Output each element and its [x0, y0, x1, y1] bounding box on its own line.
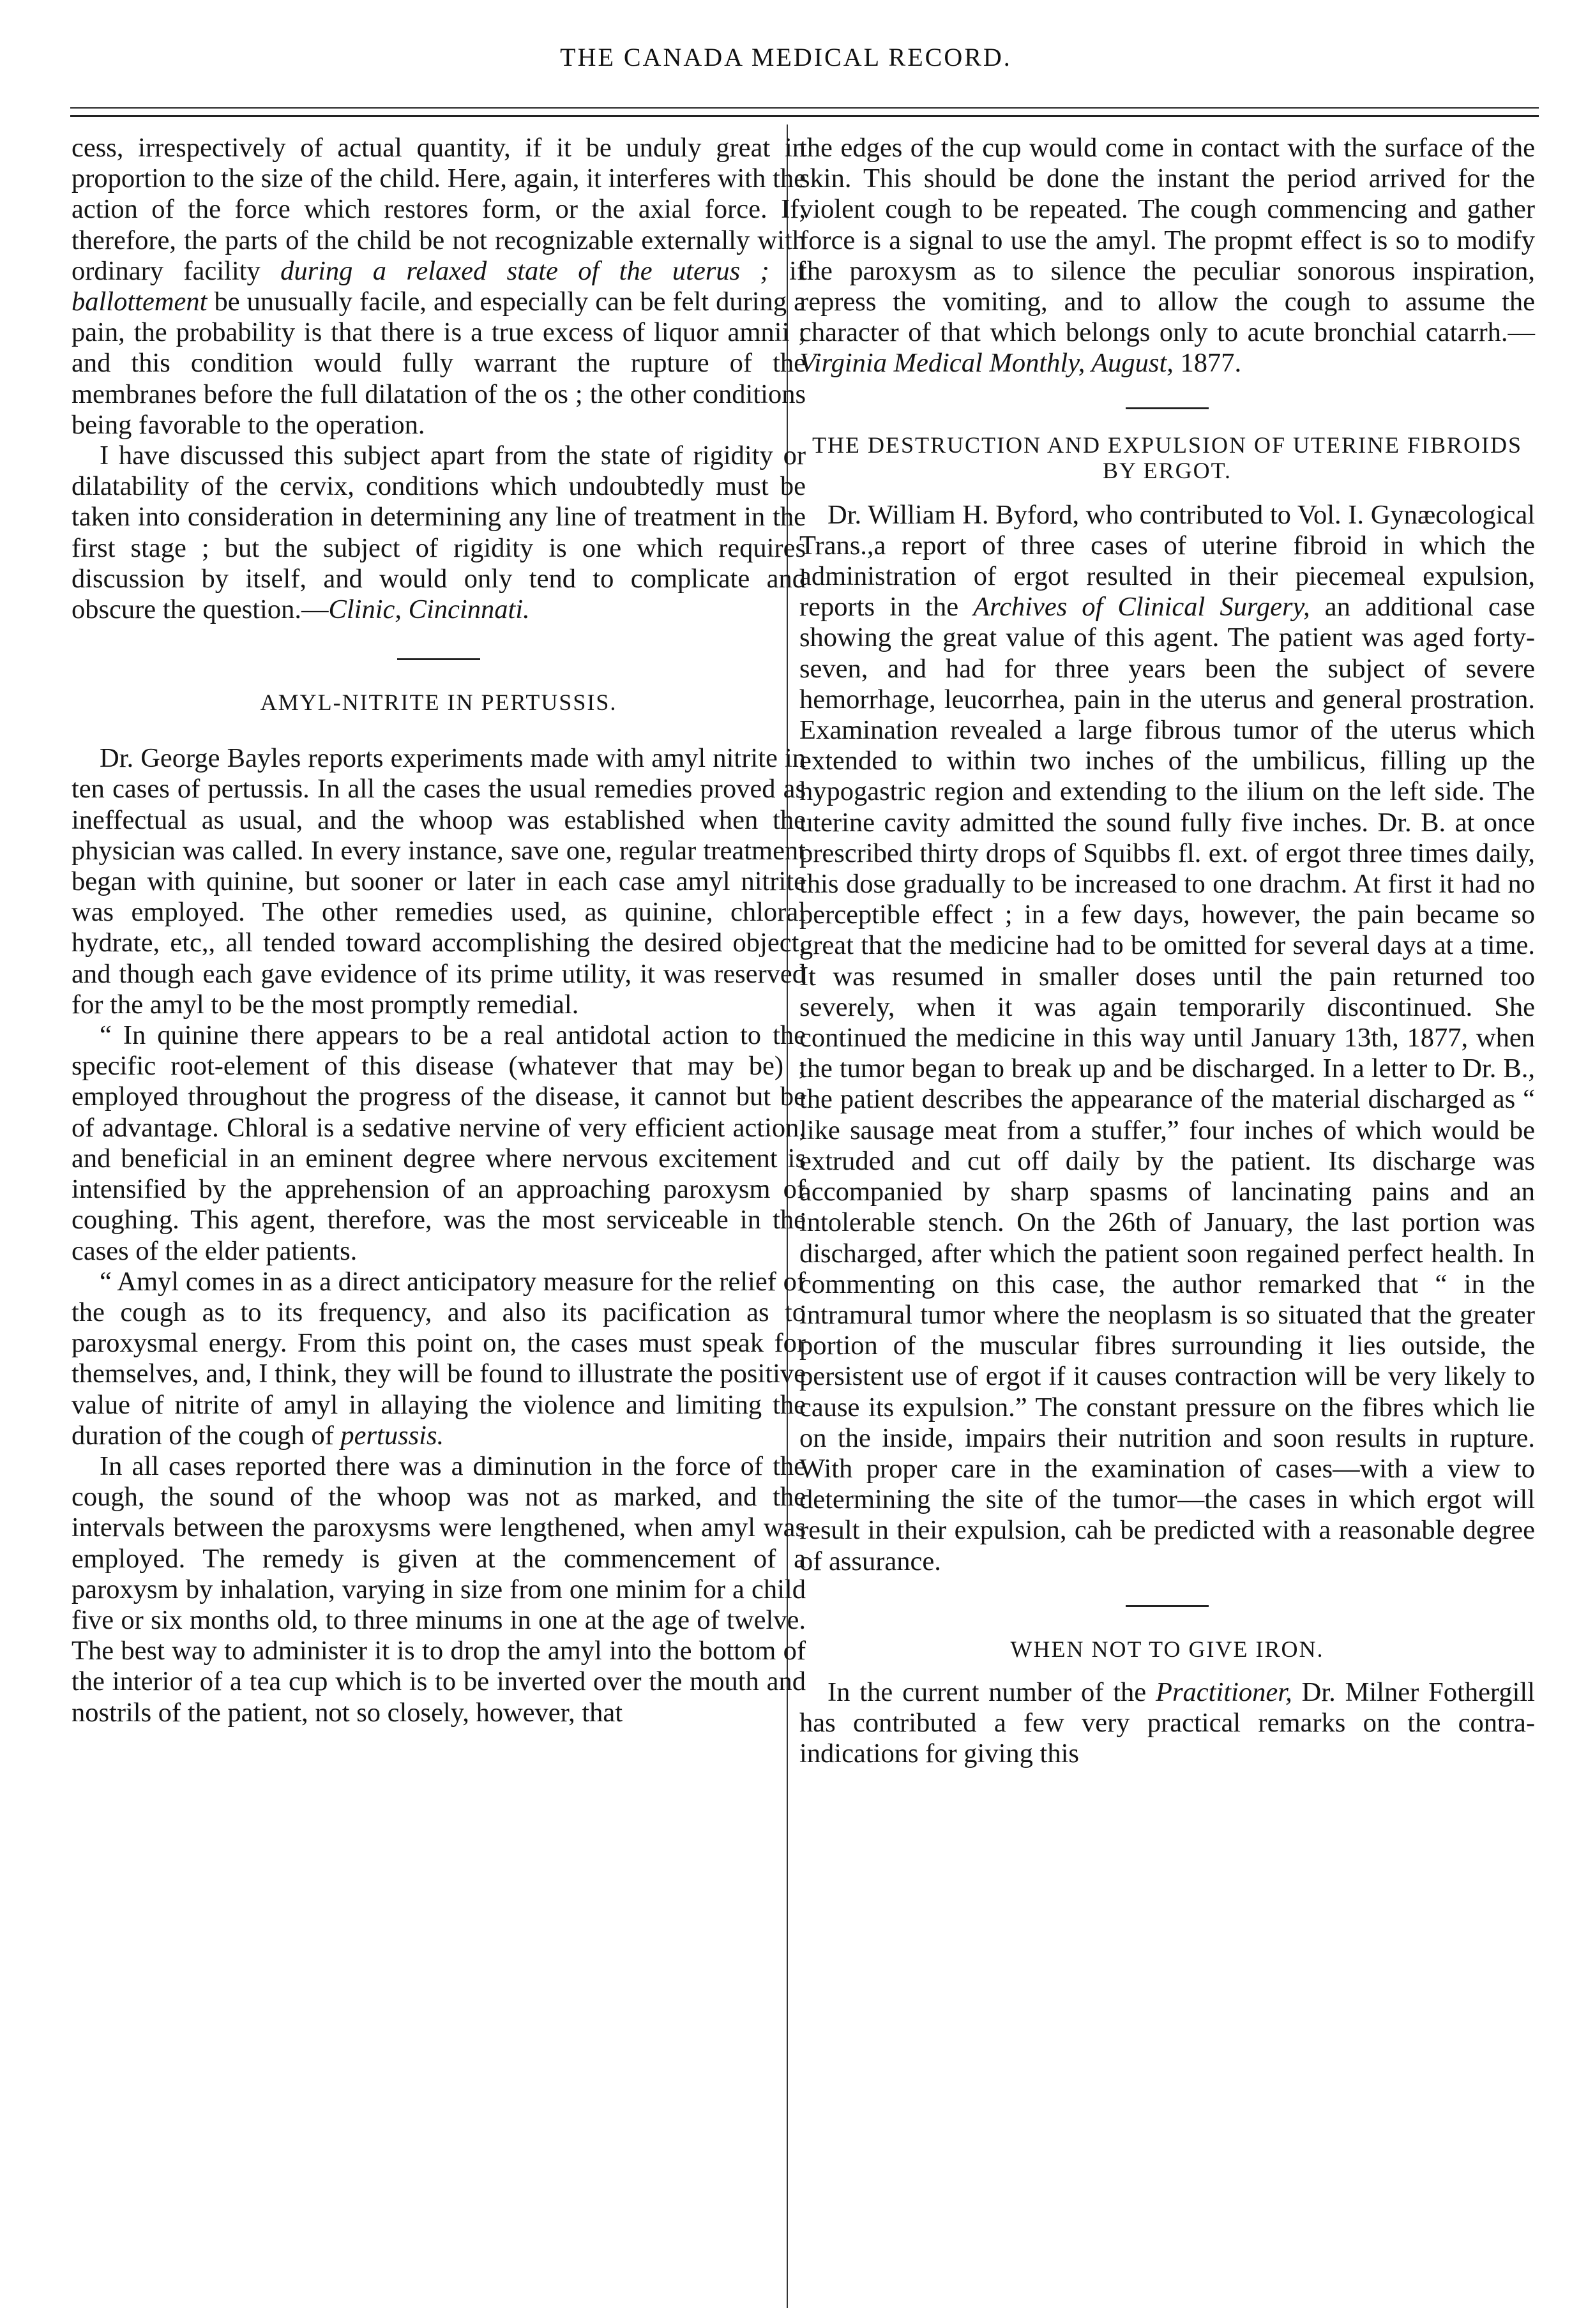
paragraph: “ In quinine there appears to be a real antidotal action to the specific root-element of this disease (whatever that may be) ; employed throughout the progress of the disease, it cannot but be of advantage. Chloral is a sedative nervine of very efficient action, and beneficial in an eminent degree where nervous excitement is intensified by the apprehension of an approaching paroxysm of coughing. This agent, therefore, was the most serviceable in the cases of the elder patients.	[72, 1020, 806, 1266]
running-header: THE CANADA MEDICAL RECORD.	[560, 43, 1012, 72]
header-rule-thin	[70, 107, 1539, 109]
paragraph: Dr. William H. Byford, who contributed to Vol. I. Gynæcological Trans.,a report of three cases of uterine fibroid in which the administration of ergot resulted in their piecemeal expulsion, reports in the Archives of Clinical Surgery, an additional case showing the great value of this agent. The patient was aged forty-seven, and had for three years been the subject of severe hemorrhage, leucorrhea, pain in the uterus and general prostration. Examination revealed a large fibrous tumor of the uterus which extended to within two inches of the umbilicus, filling up the hypogastric region and extending to the ilium on the left side. The uterine cavity admitted the sound fully five inches. Dr. B. at once prescribed thirty drops of Squibbs fl. ext. of ergot three times daily, this dose gradually to be increased to one drachm. At first it had no perceptible effect ; in a few days, however, the pain became so great that the medicine had to be omitted for several days at a time. It was resumed in smaller doses until the pain returned too severely, when it was again temporarily discontinued. She continued the medicine in this way until January 13th, 1877, when the tumor began to break up and be discharged. In a letter to Dr. B., the patient describes the appearance of the material discharged as “ like sausage meat from a stuffer,” four inches of which would be extruded and cut off daily by the patient. Its discharge was accompanied by sharp spasms of lancinating pains and an intolerable stench. On the 26th of January, the last portion was discharged, after which the patient soon regained perfect health. In commenting on this case, the author remarked that “ in the intramural tumor where the neoplasm is so situated that the greater portion of the muscular fibres surrounding it lies outside, the persistent use of ergot if it causes contraction will be very likely to cause its expulsion.” The constant pressure on the fibres which lie on the inside, impairs their nutrition and soon results in rupture. With proper care in the examination of cases—with a view to determining the site of the tumor—the cases in which ergot will result in their expulsion, cah be predicted with a reasonable degree of assurance.	[799, 499, 1535, 1576]
paragraph: the edges of the cup would come in contact with the surface of the skin. This should be done the instant the period arrived for the violent cough to be repeated. The cough commencing and gather force is a signal to use the amyl. The propmt effect is so to modify the paroxysm as to silence the peculiar sonorous inspiration, repress the vomiting, and to allow the cough to assume the character of that which belongs only to acute bronchial catarrh.— Virginia Medical Monthly, August, 1877.	[799, 133, 1535, 379]
paragraph: In the current number of the Practitioner, Dr. Milner Fothergill has contributed a few very practical remarks on the contra-indications for giving this	[799, 1677, 1535, 1769]
section-heading-iron: WHEN NOT TO GIVE IRON.	[1010, 1636, 1324, 1662]
paragraph: I have discussed this subject apart from the state of rigidity or dilatability of the cervix, conditions which undoubtedly must be taken into consideration in determining any line of treatment in the first stage ; but the subject of rigidity is one which requires discussion by itself, and would only tend to complicate and obscure the question.—Clinic, Cincinnati.	[72, 441, 806, 625]
header-rule-thick	[70, 115, 1539, 117]
paragraph: Dr. George Bayles reports experiments made with amyl nitrite in ten cases of pertussis. In all the cases the usual remedies proved as ineffectual as usual, and the whoop was established when the physician was called. In every instance, save one, regular treatment began with quinine, but sooner or later in each case amyl nitrite was employed. The other remedies used, as quinine, chloral hydrate, etc,, all tended toward accomplishing the desired object, and though each gave evidence of its prime utility, it was reserved for the amyl to be the most promptly remedial.	[72, 743, 806, 1020]
paragraph: “ Amyl comes in as a direct anticipatory measure for the relief of the cough as to its frequency, and also its pacification as to paroxysmal energy. From this point on, the cases must speak for themselves, and, I think, they will be found to illustrate the positive value of nitrite of amyl in allaying the violence and limiting the duration of the cough of pertussis.	[72, 1266, 806, 1451]
left-column	[72, 133, 806, 1728]
paragraph: In all cases reported there was a diminution in the force of the cough, the sound of the whoop was not as marked, and the intervals between the paroxysms were lengthened, when amyl was employed. The remedy is given at the commencement of a paroxysm by inhalation, varying in size from one minim for a child five or six months old, to three minums in one at the age of twelve. The best way to administer it is to drop the amyl into the bottom of the interior of a tea cup which is to be inverted over the mouth and nostrils of the patient, not so closely, however, that	[72, 1451, 806, 1728]
section-heading-amyl: AMYL-NITRITE IN PERTUSSIS.	[260, 690, 617, 716]
section-heading-fibroids: THE DESTRUCTION AND EXPULSION OF UTERINE FIBROIDS BY ERGOT.	[812, 432, 1522, 483]
paragraph: cess, irrespectively of actual quantity, if it be unduly great in proportion to the size of the child. Here, again, it interferes with the action of the force which restores form, or the axial force. If, therefore, the parts of the child be not recognizable externally with ordinary facility during a relaxed state of the uterus ; if ballottement be unusually facile, and especially can be felt during a pain, the probability is that there is a true excess of liquor amnii ; and this condition would fully warrant the rupture of the membranes before the full dilatation of the os ; the other conditions being favorable to the operation.	[72, 133, 806, 440]
right-column	[799, 133, 1535, 1769]
